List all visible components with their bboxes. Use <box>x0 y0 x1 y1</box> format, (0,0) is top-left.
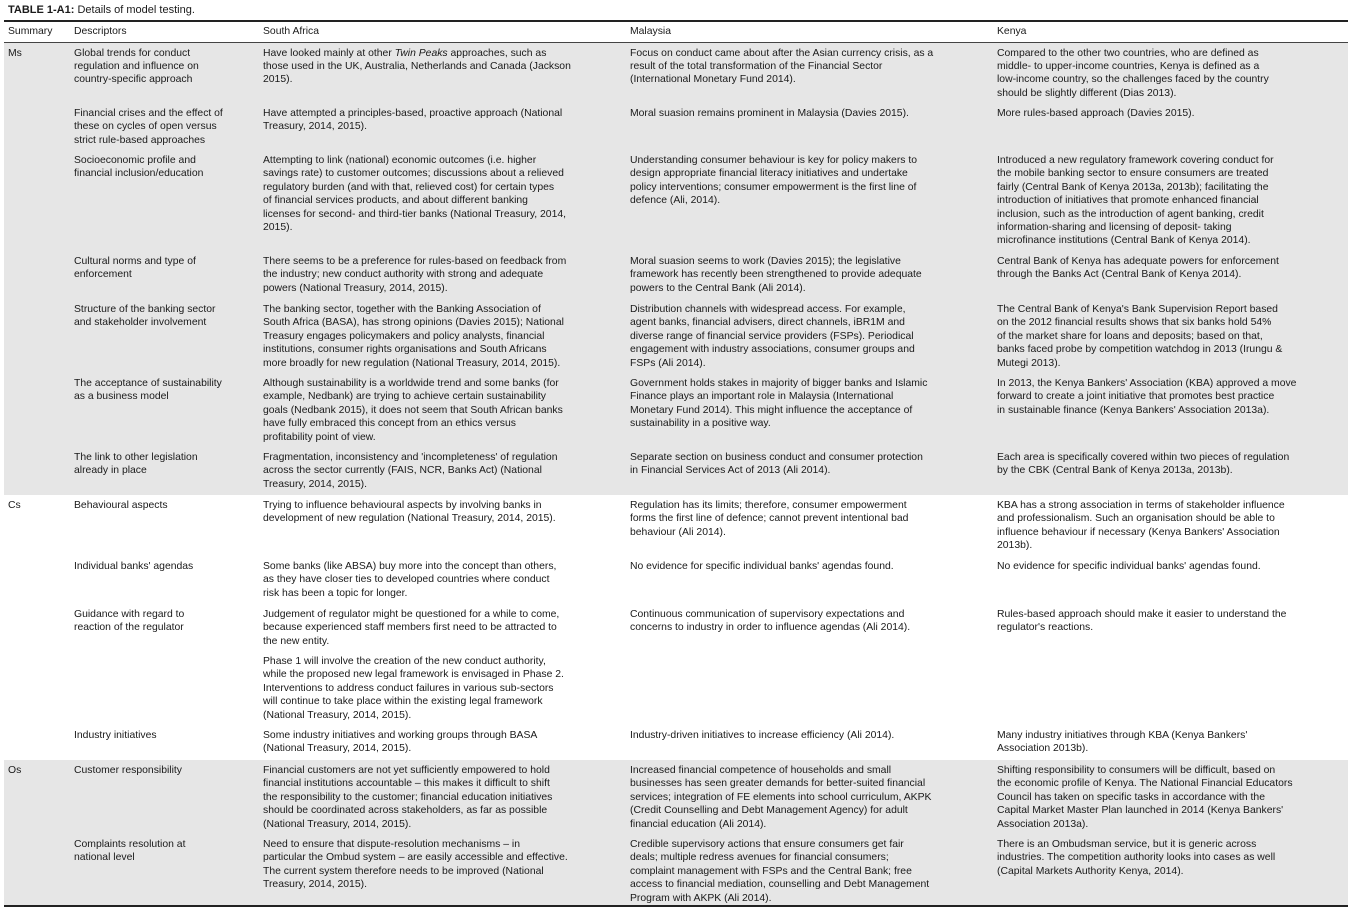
kenya-cell: Rules-based approach should make it easier to understand the regulator's reactions. <box>997 609 1287 634</box>
table-row <box>4 447 1348 495</box>
malaysia-cell: No evidence for specific individual banks' agendas found. <box>630 561 894 572</box>
summary-cell <box>4 373 70 447</box>
descriptor-cell: The acceptance of sustainability as a business model <box>74 378 222 403</box>
table-row <box>4 760 1348 834</box>
kenya-cell: Each area is specifically covered within two pieces of regulation by the CBK (Central Bank of Kenya 2013a, 2013b). <box>997 452 1290 477</box>
south-africa-cell: Financial customers are not yet sufficiently empowered to hold financial institutions accountable – this makes it difficult to shift the responsibility to the customer; financial education initiatives should be coordinated across stakeholders, as far as possible (National Treasury, 2014, 2015). <box>263 765 553 830</box>
south-africa-cell: Trying to influence behavioural aspects by involving banks in development of new regulation (National Treasury, 2014, 2015). <box>263 500 556 525</box>
south-africa-cell: Fragmentation, inconsistency and 'incompleteness' of regulation across the sector currently (FAIS, NCR, Banks Act) (National Treasury, 2014, 2015). <box>263 452 558 490</box>
malaysia-cell: Continuous communication of supervisory expectations and concerns to industry in order to influence agendas (Ali 2014). <box>630 609 911 634</box>
summary-cell <box>4 150 70 251</box>
descriptor-cell: Complaints resolution at national level <box>74 839 186 864</box>
malaysia-cell: Government holds stakes in majority of bigger banks and Islamic Finance plays an important role in Malaysia (International Monetary Fund 2014). This might influence the acceptance of sustainability in a positive way. <box>630 378 928 430</box>
header-descriptors: Descriptors <box>74 26 127 37</box>
malaysia-cell <box>626 651 993 725</box>
table-row <box>4 299 1348 373</box>
kenya-cell: No evidence for specific individual banks' agendas found. <box>997 561 1261 572</box>
table-row <box>4 251 1348 299</box>
descriptor-cell: Behavioural aspects <box>74 500 168 511</box>
kenya-cell: Compared to the other two countries, who are defined as middle- to upper-income countries, Kenya is defined as a low-income country, so the challenges faced by the country should be slightly different (Dias 2013). <box>997 47 1269 99</box>
kenya-cell: In 2013, the Kenya Bankers' Association (KBA) approved a move forward to create a joint initiative that promotes best practice in sustainable finance (Kenya Bankers' Association 2013a). <box>997 378 1297 416</box>
kenya-cell: Many industry initiatives through KBA (Kenya Bankers' Association 2013b). <box>997 730 1248 755</box>
descriptor-cell: Individual banks' agendas <box>74 561 194 572</box>
south-africa-cell: Some banks (like ABSA) buy more into the concept than others, as they have closer ties to developed countries where conduct risk has been a topic for longer. <box>263 561 557 599</box>
table-caption <box>8 4 195 16</box>
header-summary: Summary <box>8 26 53 37</box>
kenya-cell: More rules-based approach (Davies 2015). <box>997 108 1195 119</box>
kenya-cell: Central Bank of Kenya has adequate powers for enforcement through the Banks Act (Central Bank of Kenya 2014). <box>997 256 1279 281</box>
summary-cell <box>4 251 70 299</box>
table-row <box>4 150 1348 251</box>
south-africa-cell: Phase 1 will involve the creation of the new conduct authority, while the proposed new legal framework is envisaged in Phase 2. Interventions to address conduct failures in various sub-sectors will continue to take place within the existing legal framework (National Treasury, 2014, 2015). <box>263 656 564 721</box>
header-malaysia: Malaysia <box>630 26 671 37</box>
kenya-cell <box>993 651 1348 725</box>
descriptor-cell: Financial crises and the effect of these on cycles of open versus strict rule-based approaches <box>74 108 223 146</box>
south-africa-cell: Judgement of regulator might be questioned for a while to come, because experienced staff members first need to be attracted to the new entity. <box>263 609 560 647</box>
table-row <box>4 42 1348 103</box>
table-row <box>4 556 1348 604</box>
south-africa-cell: There seems to be a preference for rules-based on feedback from the industry; new conduct authority with strong and adequate powers (National Treasury, 2014, 2015). <box>263 256 567 294</box>
malaysia-cell: Moral suasion seems to work (Davies 2015); the legislative framework has recently been strengthened to provide adequate powers to the Central Bank (Ali 2014). <box>630 256 922 294</box>
descriptor-cell: Global trends for conduct regulation and influence on country-specific approach <box>74 47 199 86</box>
summary-cell <box>4 604 70 651</box>
table-row <box>4 651 1348 725</box>
malaysia-cell: Distribution channels with widespread access. For example, agent banks, financial advisers, direct channels, iBR1M and diverse range of financial service providers (FSPs). Periodical engagement with industry associations, consumer groups and FSPs (Ali 2014). <box>630 304 915 369</box>
malaysia-cell: Regulation has its limits; therefore, consumer empowerment forms the first line of defence; cannot prevent intentional bad behaviour (Ali 2014). <box>630 500 909 538</box>
table-row <box>4 103 1348 150</box>
kenya-cell: Shifting responsibility to consumers will be difficult, based on the economic profile of Kenya. The National Financial Educators Council has taken on specific tasks in accordance with the Capital Market Master Plan launched in 2014 (Kenya Bankers' Association 2013a). <box>997 765 1293 830</box>
descriptor-cell: Socioeconomic profile and financial inclusion/education <box>74 155 204 180</box>
malaysia-cell: Separate section on business conduct and consumer protection in Financial Services Act of 2013 (Ali 2014). <box>630 452 923 477</box>
summary-cell <box>4 447 70 495</box>
header-south-africa: South Africa <box>263 26 320 37</box>
malaysia-cell: Industry-driven initiatives to increase efficiency (Ali 2014). <box>630 730 895 741</box>
summary-cell: Cs <box>8 500 21 511</box>
south-africa-cell: Attempting to link (national) economic outcomes (i.e. higher savings rate) to customer outcomes; discussions about a relieved regulatory burden (and with that, relieved cost) for certain types of financial services products, and about different banking licenses for second- and third-tier banks (National Treasury, 2014, 2015). <box>263 155 567 234</box>
malaysia-cell: Understanding consumer behaviour is key for policy makers to design appropriate financial literacy initiatives and undertake policy interventions; consumer empowerment is the first line of defence (Ali, 2014). <box>630 155 918 207</box>
descriptor-cell: Cultural norms and type of enforcement <box>74 256 196 281</box>
kenya-cell: There is an Ombudsman service, but it is generic across industries. The competition authority looks into cases as well (Capital Markets Authority Kenya, 2014). <box>997 839 1276 877</box>
south-africa-cell: The banking sector, together with the Banking Association of South Africa (BASA), has strong opinions (Davies 2015); National Treasury engages policymakers and policy analysts, financial institutions, consumer rights organisations and South Africans more broadly for new regulation (National Treasury, 2014, 2015). <box>263 304 564 369</box>
descriptor-cell <box>70 651 259 725</box>
table-row <box>4 495 1348 556</box>
summary-cell <box>4 556 70 604</box>
summary-cell: Os <box>8 765 22 776</box>
descriptor-cell: Industry initiatives <box>74 730 157 741</box>
header-kenya: Kenya <box>997 26 1027 37</box>
table-header-row <box>4 21 1348 42</box>
descriptor-cell: The link to other legislation already in place <box>74 452 198 477</box>
summary-cell <box>4 299 70 373</box>
italic-term: Twin Peaks <box>394 47 448 59</box>
caption-label: TABLE 1-A1: <box>8 4 75 16</box>
malaysia-cell: Focus on conduct came about after the Asian currency crisis, as a result of the total transformation of the Financial Sector (International Monetary Fund 2014). <box>630 47 934 86</box>
malaysia-cell: Moral suasion remains prominent in Malaysia (Davies 2015). <box>630 108 909 119</box>
summary-cell <box>4 651 70 725</box>
south-africa-cell: Some industry initiatives and working groups through BASA (National Treasury, 2014, 2015). <box>263 730 538 755</box>
kenya-cell: The Central Bank of Kenya's Bank Supervision Report based on the 2012 financial results shows that six banks hold 54% of the market share for loans and deposits; based on that, banks faced probe by competition watchdog in 2013 (Irungu & Mutegi 2013). <box>997 304 1283 369</box>
caption-text: Details of model testing. <box>74 4 195 16</box>
descriptor-cell: Guidance with regard to reaction of the regulator <box>74 609 185 634</box>
model-testing-table <box>4 20 1348 907</box>
summary-cell <box>4 103 70 150</box>
kenya-cell: KBA has a strong association in terms of stakeholder influence and professionalism. Such an organisation should be able to influence behaviour if necessary (Kenya Bankers' Association 2013b). <box>997 500 1285 552</box>
south-africa-cell: Although sustainability is a worldwide trend and some banks (for example, Nedbank) are trying to achieve certain sustainability goals (Nedbank 2015), it does not seem that South African banks have fully embraced this concept from an ethics versus profitability point of view. <box>263 378 563 443</box>
table-row <box>4 373 1348 447</box>
kenya-cell: Introduced a new regulatory framework covering conduct for the mobile banking sector to ensure consumers are treated fairly (Central Bank of Kenya 2013a, 2013b); facilitating the introduction of initiatives that promote enhanced financial inclusion, such as the introduction of agent banking, credit information-sharing and licensing of deposit- taking microfinance institutions (Central Bank of Kenya 2014). <box>997 155 1274 247</box>
south-africa-cell: Need to ensure that dispute-resolution mechanisms – in particular the Ombud system – are easily accessible and effective. The current system therefore needs to be improved (National Treasury, 2014, 2015). <box>263 839 568 891</box>
table-row <box>4 604 1348 651</box>
table-row <box>4 725 1348 760</box>
malaysia-cell: Increased financial competence of households and small businesses has seen greater demands for better-suited financial services; integration of FE elements into school curriculum, AKPK (Credit Counselling and Debt Management Agency) for adult financial education (Ali 2014). <box>630 765 932 830</box>
summary-cell: Ms <box>8 47 22 59</box>
descriptor-cell: Structure of the banking sector and stakeholder involvement <box>74 304 216 329</box>
descriptor-cell: Customer responsibility <box>74 765 182 776</box>
south-africa-cell: Have attempted a principles-based, proactive approach (National Treasury, 2014, 2015). <box>263 108 563 133</box>
south-africa-cell: Have looked mainly at other Twin Peaks approaches, such as those used in the UK, Australia, Netherlands and Canada (Jackson 2015). <box>263 47 571 86</box>
summary-cell <box>4 834 70 906</box>
malaysia-cell: Credible supervisory actions that ensure consumers get fair deals; multiple redress avenues for financial consumers; complaint management with FSPs and the Central Bank; free access to financial mediation, counselling and Debt Management Program with AKPK (Ali 2014). <box>630 839 930 904</box>
summary-cell <box>4 725 70 760</box>
table-row <box>4 834 1348 906</box>
